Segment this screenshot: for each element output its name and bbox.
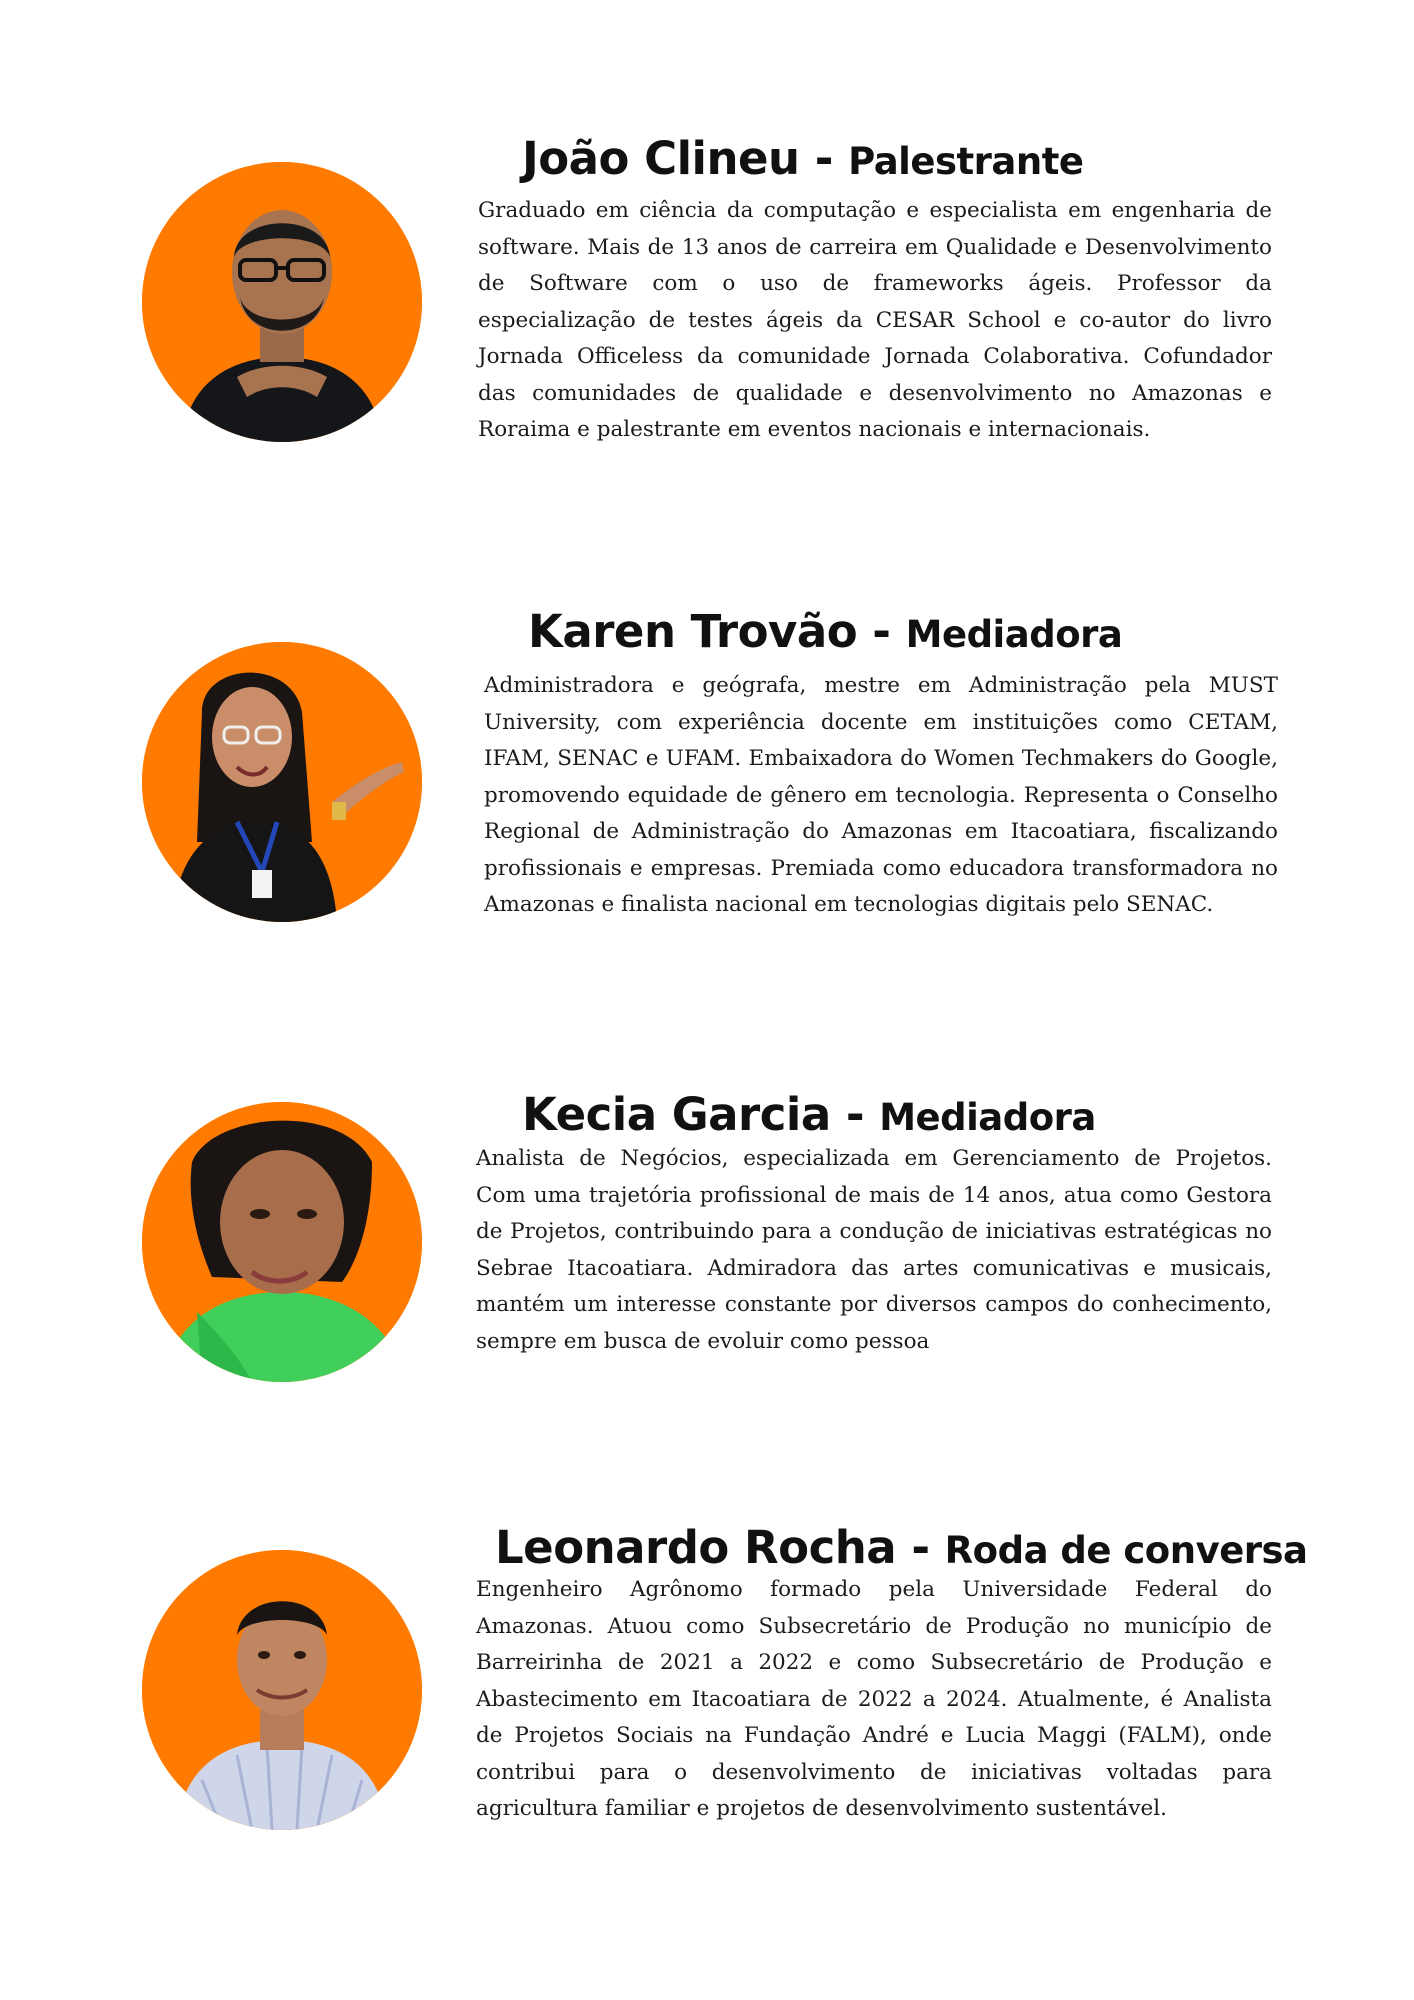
heading-separator: - xyxy=(799,132,849,185)
speaker-bio: Graduado em ciência da computação e especialista em engenharia de software. Mais de 13 anos de carreira em Qualidade e Desenvolvimento de Software com o uso de frameworks ágeis. Professor da especialização de testes ágeis da CESAR School e co-autor do livro Jornada Officeless da comunidade Jornada Colaborativa. Cofundador das comunidades de qualidade e desenvolvimento no Amazonas e Roraima e palestrante em eventos nacionais e internacionais. xyxy=(478,198,1272,442)
speaker-photo xyxy=(142,1550,422,1830)
speaker-bio: Administradora e geógrafa, mestre em Administração pela MUST University, com experiência docente em instituições como CETAM, IFAM, SENAC e UFAM. Embaixadora do Women Techmakers do Google, promovendo equidade de gênero em tecnologia. Representa o Conselho Regional de Administração do Amazonas em Itacoatiara, fiscalizando profissionais e empresas. Premiada como educadora transformadora no Amazonas e finalista nacional em tecnologias digitais pelo SENAC. xyxy=(484,673,1278,917)
speaker-heading xyxy=(528,605,1122,658)
speaker-name: Kecia Garcia xyxy=(522,1088,831,1141)
heading-separator: - xyxy=(896,1521,945,1574)
heading-separator: - xyxy=(830,1088,880,1141)
speaker-role: Mediadora xyxy=(905,613,1123,656)
speaker-name: Leonardo Rocha xyxy=(495,1521,897,1574)
speaker-role: Roda de conversa xyxy=(944,1529,1308,1572)
speaker-photo xyxy=(142,642,422,922)
person-photo-icon xyxy=(142,162,422,442)
speaker-bio: Analista de Negócios, especializada em Gerenciamento de Projetos. Com uma trajetória profissional de mais de 14 anos, atua como Gestora de Projetos, contribuindo para a condução de iniciativas estratégicas no Sebrae Itacoatiara. Admiradora das artes comunicativas e musicais, mantém um interesse constante por diversos campos do conhecimento, sempre em busca de evoluir como pessoa xyxy=(476,1146,1272,1354)
heading-separator: - xyxy=(857,605,906,658)
speaker-role: Palestrante xyxy=(848,140,1084,183)
speaker-photo xyxy=(142,1102,422,1382)
speaker-heading xyxy=(522,1088,1096,1141)
speaker-role: Mediadora xyxy=(879,1096,1096,1139)
person-photo-icon xyxy=(142,642,422,922)
speaker-name: João Clineu xyxy=(522,132,800,185)
speaker-heading xyxy=(495,1521,1308,1574)
speaker-name: Karen Trovão xyxy=(528,605,858,658)
speaker-bio: Engenheiro Agrônomo formado pela Universidade Federal do Amazonas. Atuou como Subsecretário de Produção no município de Barreirinha de 2021 a 2022 e como Subsecretário de Produção e Abastecimento em Itacoatiara de 2022 a 2024. Atualmente, é Analista de Projetos Sociais na Fundação André e Lucia Maggi (FALM), onde contribui para o desenvolvimento de iniciativas voltadas para agricultura familiar e projetos de desenvolvimento sustentável. xyxy=(476,1577,1272,1821)
person-photo-icon xyxy=(142,1102,422,1382)
speaker-heading xyxy=(522,132,1084,185)
speaker-photo xyxy=(142,162,422,442)
person-photo-icon xyxy=(142,1550,422,1830)
